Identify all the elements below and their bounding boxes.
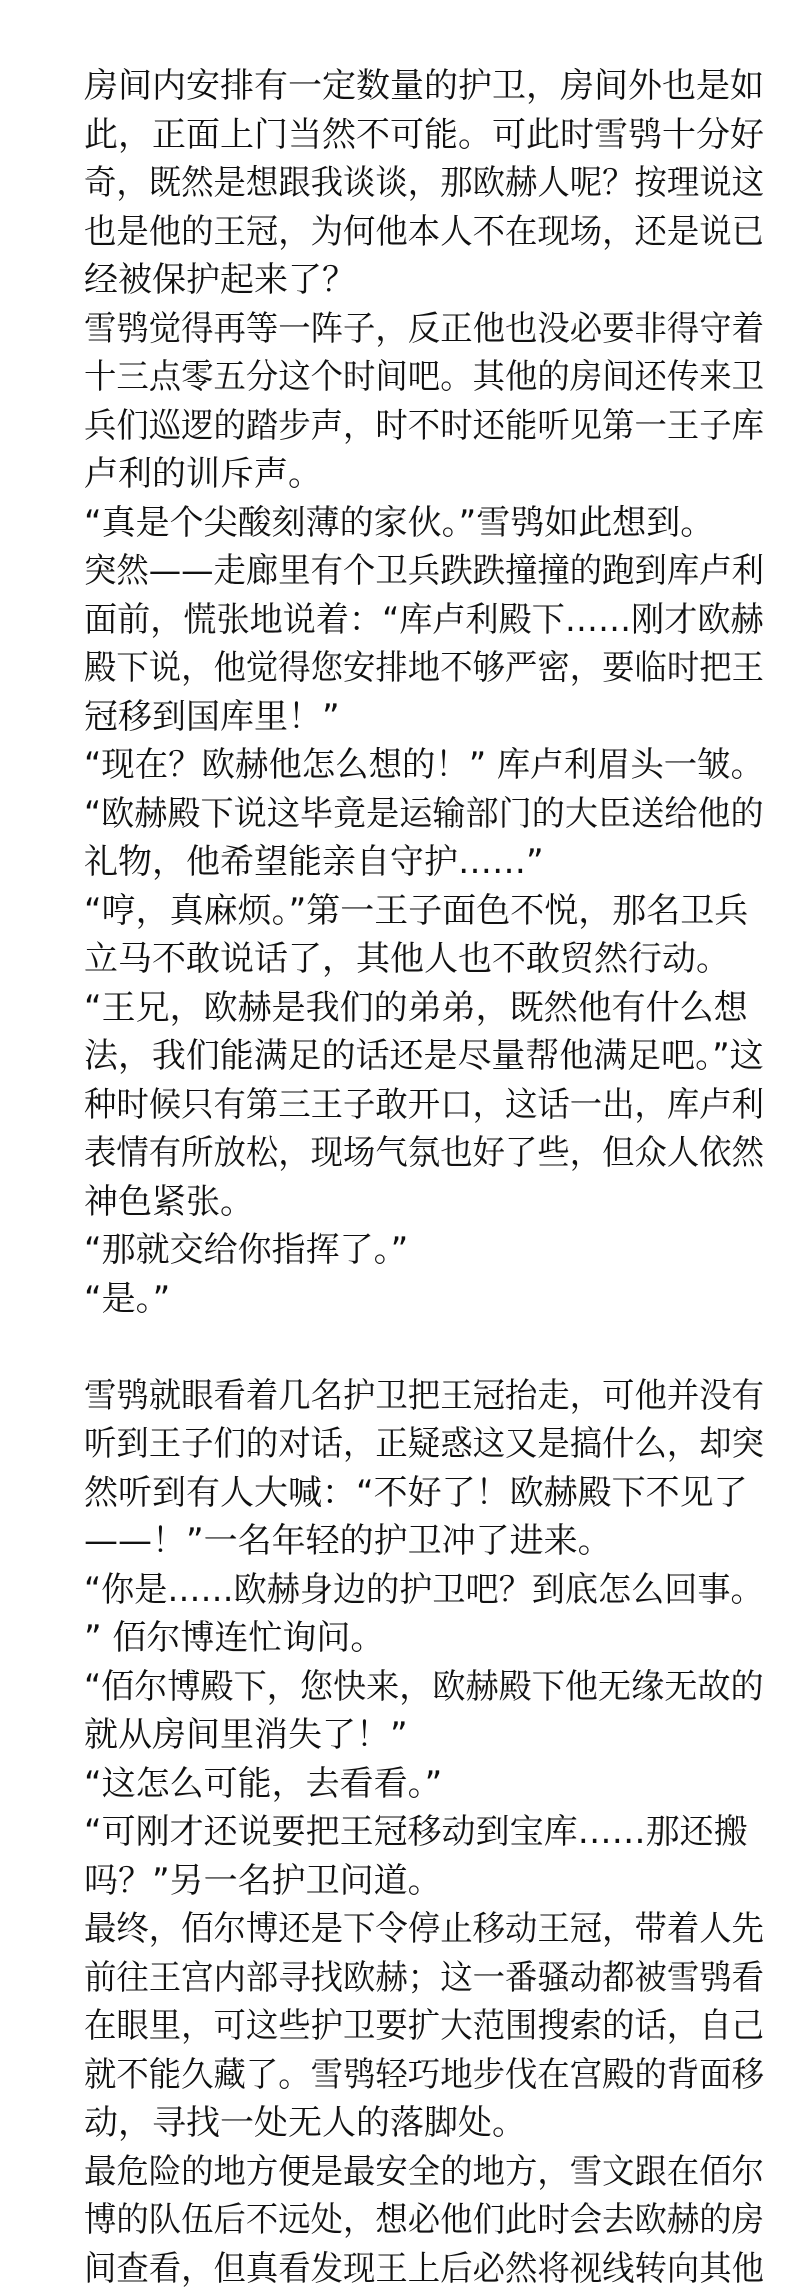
text-line: 也是他的王冠，为何他本人不在现场，还是说已 (84, 208, 732, 257)
text-line: “是。” (84, 1275, 764, 1324)
text-line: 奇，既然是想跟我谈谈，那欧赫人呢？按理说这 (84, 159, 732, 208)
text-line: 最终，佰尔博还是下令停止移动王冠，带着人先 (84, 1905, 732, 1954)
document-body (84, 62, 764, 2293)
text-line: 吗？”另一名护卫问道。 (84, 1857, 764, 1906)
text-line: 种时候只有第三王子敢开口，这话一出，库卢利 (84, 1081, 732, 1130)
text-line: “王兄，欧赫是我们的弟弟，既然他有什么想 (84, 984, 764, 1033)
text-line: 最危险的地方便是最安全的地方，雪文跟在佰尔 (84, 2148, 732, 2197)
text-line: 就从房间里消失了！” (84, 1711, 764, 1760)
text-line: 房间内安排有一定数量的护卫，房间外也是如 (84, 62, 764, 111)
text-line: “可刚才还说要把王冠移动到宝库……那还搬 (84, 1808, 764, 1857)
text-line: “那就交给你指挥了。” (84, 1226, 764, 1275)
text-line: 面前，慌张地说着：“库卢利殿下……刚才欧赫 (84, 596, 746, 645)
text-line: 间查看，但真看发现王上后必然将视线转向其他 (84, 2245, 732, 2293)
text-line: 立马不敢说话了，其他人也不敢贸然行动。 (84, 935, 764, 984)
text-line: 冠移到国库里！” (84, 693, 764, 742)
text-line: ” 佰尔博连忙询问。 (84, 1614, 764, 1663)
text-line: 博的队伍后不远处，想必他们此时会去欧赫的房 (84, 2196, 732, 2245)
text-line: 就不能久藏了。雪鸮轻巧地步伐在宫殿的背面移 (84, 2051, 732, 2100)
text-line: “真是个尖酸刻薄的家伙。”雪鸮如此想到。 (84, 499, 764, 548)
text-line: 前往王宫内部寻找欧赫；这一番骚动都被雪鸮看 (84, 1954, 732, 2003)
text-line: 殿下说，他觉得您安排地不够严密，要临时把王 (84, 644, 732, 693)
text-line: 卢利的训斥声。 (84, 450, 764, 499)
text-line: 雪鸮就眼看着几名护卫把王冠抬走，可他并没有 (84, 1372, 732, 1421)
text-line: “哼，真麻烦。”第一王子面色不悦，那名卫兵 (84, 887, 764, 936)
text-line: “欧赫殿下说这毕竟是运输部门的大臣送给他的 (84, 790, 746, 839)
text-line: “你是……欧赫身边的护卫吧？到底怎么回事。 (84, 1566, 746, 1615)
text-line: 突然——走廊里有个卫兵跌跌撞撞的跑到库卢利 (84, 547, 732, 596)
text-line: 法，我们能满足的话还是尽量帮他满足吧。”这 (84, 1032, 763, 1081)
text-line: 此，正面上门当然不可能。可此时雪鸮十分好 (84, 111, 764, 160)
text-line: 雪鸮觉得再等一阵子，反正他也没必要非得守着 (84, 305, 732, 354)
text-line: “现在？欧赫他怎么想的！” 库卢利眉头一皱。 (84, 741, 752, 790)
text-line: 表情有所放松，现场气氛也好了些，但众人依然 (84, 1129, 732, 1178)
text-line: 然听到有人大喊：“不好了！欧赫殿下不见了 (84, 1469, 764, 1518)
text-line: 兵们巡逻的踏步声，时不时还能听见第一王子库 (84, 402, 732, 451)
text-line: 听到王子们的对话，正疑惑这又是搞什么，却突 (84, 1420, 732, 1469)
text-line: 礼物，他希望能亲自守护……” (84, 838, 764, 887)
text-line: 动，寻找一处无人的落脚处。 (84, 2099, 764, 2148)
text-line: 经被保护起来了？ (84, 256, 764, 305)
text-line: 十三点零五分这个时间吧。其他的房间还传来卫 (84, 353, 732, 402)
text-line: 在眼里，可这些护卫要扩大范围搜索的话，自己 (84, 2002, 732, 2051)
text-line: “这怎么可能，去看看。” (84, 1760, 764, 1809)
text-line: “佰尔博殿下，您快来，欧赫殿下他无缘无故的 (84, 1663, 746, 1712)
text-line: 神色紧张。 (84, 1178, 764, 1227)
blank-line (84, 1323, 764, 1372)
text-line: ——！”一名年轻的护卫冲了进来。 (84, 1517, 764, 1566)
